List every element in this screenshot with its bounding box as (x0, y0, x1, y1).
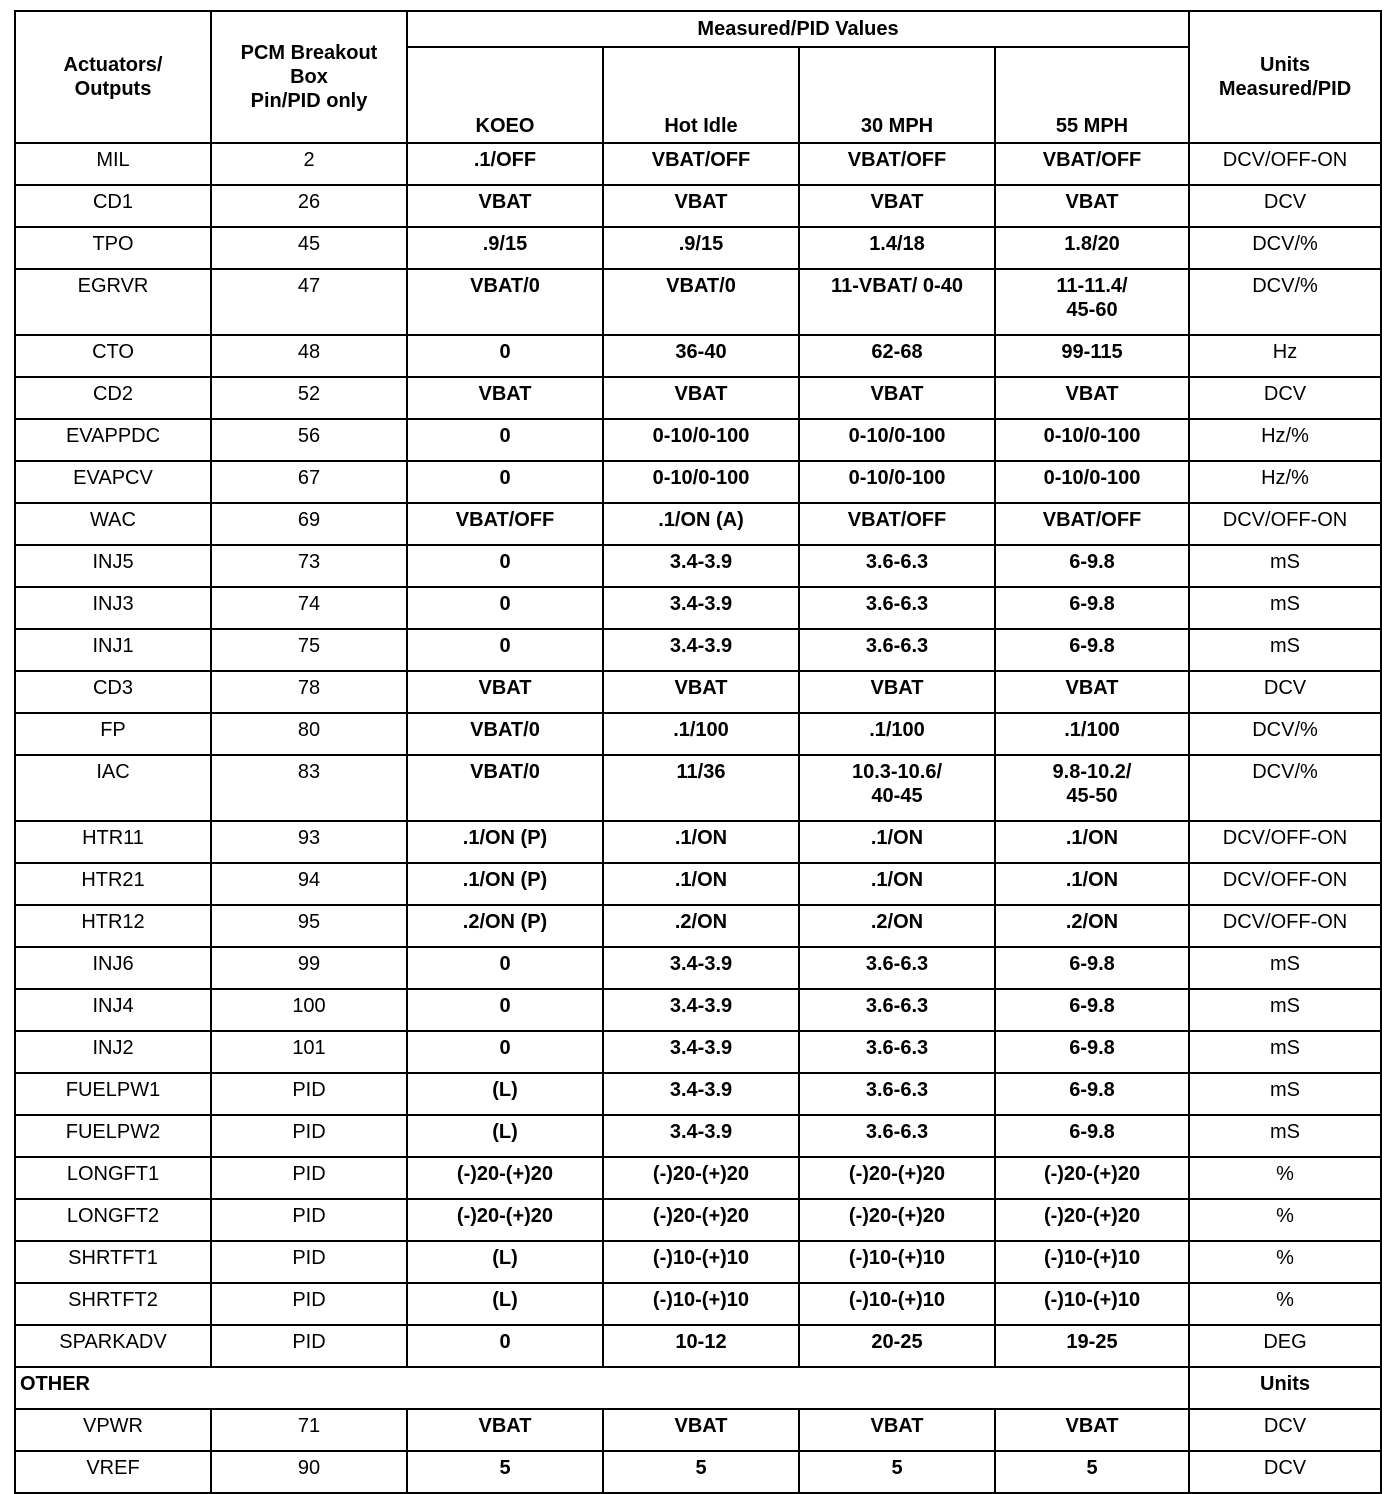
pin-number: 71 (211, 1409, 407, 1451)
units-value: mS (1189, 587, 1381, 629)
hot-idle-value: 3.4-3.9 (603, 947, 799, 989)
output-name: CD1 (15, 185, 211, 227)
koeo-value: VBAT/0 (407, 755, 603, 821)
output-name: FP (15, 713, 211, 755)
table-row (15, 1031, 1381, 1073)
units-value: mS (1189, 545, 1381, 587)
table-row (15, 1241, 1381, 1283)
hot-idle-value: .1/ON (603, 863, 799, 905)
mph55-value: 6-9.8 (995, 629, 1189, 671)
mph55-value: .1/100 (995, 713, 1189, 755)
units-value: % (1189, 1283, 1381, 1325)
mph55-value: VBAT/OFF (995, 503, 1189, 545)
koeo-value: .9/15 (407, 227, 603, 269)
mph55-value: 6-9.8 (995, 545, 1189, 587)
table-row (15, 419, 1381, 461)
mph55-value: 5 (995, 1451, 1189, 1493)
mph30-value: .1/ON (799, 821, 995, 863)
hot-idle-value: .9/15 (603, 227, 799, 269)
hot-idle-value: 3.4-3.9 (603, 587, 799, 629)
output-name: WAC (15, 503, 211, 545)
mph30-value: 1.4/18 (799, 227, 995, 269)
pin-number: 101 (211, 1031, 407, 1073)
mph55-value: VBAT (995, 671, 1189, 713)
units-value: DCV/% (1189, 713, 1381, 755)
koeo-value: (L) (407, 1115, 603, 1157)
output-name: VREF (15, 1451, 211, 1493)
output-name: HTR11 (15, 821, 211, 863)
table-row (15, 1157, 1381, 1199)
output-name: EGRVR (15, 269, 211, 335)
output-name: INJ5 (15, 545, 211, 587)
pin-number: 93 (211, 821, 407, 863)
units-value: DCV/OFF-ON (1189, 905, 1381, 947)
output-name: LONGFT1 (15, 1157, 211, 1199)
units-value: mS (1189, 989, 1381, 1031)
units-value: DCV (1189, 1451, 1381, 1493)
hot-idle-value: 3.4-3.9 (603, 989, 799, 1031)
mph30-value: VBAT (799, 377, 995, 419)
mph55-value: (-)20-(+)20 (995, 1199, 1189, 1241)
output-name: SHRTFT1 (15, 1241, 211, 1283)
hot-idle-value: VBAT/0 (603, 269, 799, 335)
koeo-value: .2/ON (P) (407, 905, 603, 947)
koeo-value: VBAT/0 (407, 713, 603, 755)
other-section (15, 1367, 1381, 1493)
table-row (15, 1325, 1381, 1367)
koeo-value: .1/ON (P) (407, 863, 603, 905)
header-hot-idle: Hot Idle (603, 47, 799, 143)
mph30-value: VBAT/OFF (799, 503, 995, 545)
hot-idle-value: (-)10-(+)10 (603, 1283, 799, 1325)
koeo-value: VBAT (407, 671, 603, 713)
mph30-value: 0-10/0-100 (799, 419, 995, 461)
koeo-value: 0 (407, 419, 603, 461)
koeo-value: (-)20-(+)20 (407, 1199, 603, 1241)
units-value: DCV (1189, 1409, 1381, 1451)
mph55-value-line: 9.8-10.2/ (1052, 761, 1132, 783)
units-value: DCV/% (1189, 227, 1381, 269)
output-name: LONGFT2 (15, 1199, 211, 1241)
output-name: INJ1 (15, 629, 211, 671)
hot-idle-value: VBAT (603, 185, 799, 227)
table-row (15, 863, 1381, 905)
units-value: DCV/OFF-ON (1189, 143, 1381, 185)
output-name: FUELPW2 (15, 1115, 211, 1157)
pin-number: PID (211, 1199, 407, 1241)
hot-idle-value: .1/100 (603, 713, 799, 755)
mph30-value: .1/100 (799, 713, 995, 755)
table-row (15, 755, 1381, 821)
pin-number: 99 (211, 947, 407, 989)
mph55-value-line: 11-11.4/ (1056, 275, 1128, 297)
table-row (15, 671, 1381, 713)
hot-idle-value: VBAT (603, 671, 799, 713)
pin-number: PID (211, 1283, 407, 1325)
koeo-value: 0 (407, 1325, 603, 1367)
table-row (15, 335, 1381, 377)
units-value: % (1189, 1241, 1381, 1283)
mph55-value: (-)10-(+)10 (995, 1241, 1189, 1283)
koeo-value: VBAT (407, 377, 603, 419)
koeo-value: 0 (407, 989, 603, 1031)
mph30-value: (-)20-(+)20 (799, 1199, 995, 1241)
output-name: INJ4 (15, 989, 211, 1031)
mph30-value: 20-25 (799, 1325, 995, 1367)
hot-idle-value: 3.4-3.9 (603, 629, 799, 671)
output-name: CD3 (15, 671, 211, 713)
units-value: mS (1189, 1115, 1381, 1157)
mph30-value: 3.6-6.3 (799, 1073, 995, 1115)
output-name: VPWR (15, 1409, 211, 1451)
hot-idle-value: .1/ON (603, 821, 799, 863)
mph55-value: 0-10/0-100 (995, 419, 1189, 461)
mph30-value: 3.6-6.3 (799, 629, 995, 671)
output-name: TPO (15, 227, 211, 269)
pin-number: 67 (211, 461, 407, 503)
mph30-value: VBAT/OFF (799, 143, 995, 185)
mph55-value: .2/ON (995, 905, 1189, 947)
output-name: INJ2 (15, 1031, 211, 1073)
mph55-value: 6-9.8 (995, 1115, 1189, 1157)
koeo-value: 0 (407, 461, 603, 503)
mph55-value: VBAT (995, 377, 1189, 419)
mph55-value: 1.8/20 (995, 227, 1189, 269)
mph30-value: 3.6-6.3 (799, 545, 995, 587)
table-row (15, 185, 1381, 227)
mph55-value: VBAT (995, 1409, 1189, 1451)
mph55-value (995, 269, 1189, 335)
pin-number: PID (211, 1157, 407, 1199)
other-units-header: Units (1189, 1367, 1381, 1409)
table-row (15, 905, 1381, 947)
koeo-value: (L) (407, 1283, 603, 1325)
output-name: IAC (15, 755, 211, 821)
hot-idle-value: (-)20-(+)20 (603, 1199, 799, 1241)
actuator-rows (15, 143, 1381, 1367)
koeo-value: (L) (407, 1241, 603, 1283)
table-row (15, 227, 1381, 269)
mph55-value: 6-9.8 (995, 1031, 1189, 1073)
pin-number: 90 (211, 1451, 407, 1493)
mph55-value-line: 45-60 (1066, 299, 1118, 321)
units-value: Hz/% (1189, 461, 1381, 503)
other-section-label: OTHER (15, 1367, 1189, 1409)
units-value: % (1189, 1199, 1381, 1241)
pin-number: PID (211, 1241, 407, 1283)
units-value: DEG (1189, 1325, 1381, 1367)
header-koeo: KOEO (407, 47, 603, 143)
actuator-outputs-table-sheet (14, 10, 1380, 1494)
mph30-value: 11-VBAT/ 0-40 (799, 269, 995, 335)
koeo-value: VBAT (407, 1409, 603, 1451)
pin-number: 47 (211, 269, 407, 335)
pin-number: 83 (211, 755, 407, 821)
pin-number: 100 (211, 989, 407, 1031)
mph55-value: VBAT (995, 185, 1189, 227)
mph30-value (799, 755, 995, 821)
units-value: DCV (1189, 185, 1381, 227)
mph30-value: (-)10-(+)10 (799, 1283, 995, 1325)
mph55-value: 19-25 (995, 1325, 1189, 1367)
table-row (15, 545, 1381, 587)
table-row (15, 1283, 1381, 1325)
pin-number: 94 (211, 863, 407, 905)
table-row (15, 269, 1381, 335)
mph30-value: 3.6-6.3 (799, 1115, 995, 1157)
pin-number: 95 (211, 905, 407, 947)
output-name: SHRTFT2 (15, 1283, 211, 1325)
header-55-mph: 55 MPH (995, 47, 1189, 143)
output-name: CTO (15, 335, 211, 377)
output-name: INJ3 (15, 587, 211, 629)
mph55-value: 6-9.8 (995, 989, 1189, 1031)
koeo-value: 0 (407, 587, 603, 629)
mph30-value-line: 40-45 (871, 785, 923, 807)
mph55-value-line: 45-50 (1066, 785, 1118, 807)
koeo-value: .1/OFF (407, 143, 603, 185)
mph55-value (995, 755, 1189, 821)
units-value: DCV (1189, 377, 1381, 419)
mph30-value: VBAT (799, 1409, 995, 1451)
mph55-value: 0-10/0-100 (995, 461, 1189, 503)
hot-idle-value: 10-12 (603, 1325, 799, 1367)
hot-idle-value: 5 (603, 1451, 799, 1493)
pin-number: 56 (211, 419, 407, 461)
table-row (15, 713, 1381, 755)
hot-idle-value: (-)20-(+)20 (603, 1157, 799, 1199)
hot-idle-value: 3.4-3.9 (603, 1073, 799, 1115)
header-pcm-breakout-pin: PCM Breakout Box Pin/PID only (211, 11, 407, 143)
koeo-value: 0 (407, 947, 603, 989)
hot-idle-value: 36-40 (603, 335, 799, 377)
output-name: INJ6 (15, 947, 211, 989)
table-row (15, 461, 1381, 503)
output-name: HTR12 (15, 905, 211, 947)
output-name: EVAPCV (15, 461, 211, 503)
mph55-value: 6-9.8 (995, 1073, 1189, 1115)
mph30-value: .1/ON (799, 863, 995, 905)
mph30-value: 3.6-6.3 (799, 989, 995, 1031)
mph30-value: 3.6-6.3 (799, 947, 995, 989)
mph30-value: .2/ON (799, 905, 995, 947)
koeo-value: 0 (407, 1031, 603, 1073)
mph55-value: (-)20-(+)20 (995, 1157, 1189, 1199)
mph55-value: .1/ON (995, 821, 1189, 863)
koeo-value: .1/ON (P) (407, 821, 603, 863)
koeo-value: 5 (407, 1451, 603, 1493)
pin-number: 48 (211, 335, 407, 377)
koeo-value: VBAT (407, 185, 603, 227)
mph55-value: 6-9.8 (995, 947, 1189, 989)
units-value: DCV (1189, 671, 1381, 713)
table-row (15, 1199, 1381, 1241)
hot-idle-value: 3.4-3.9 (603, 1115, 799, 1157)
koeo-value: VBAT/OFF (407, 503, 603, 545)
hot-idle-value: 3.4-3.9 (603, 1031, 799, 1073)
table-row (15, 1451, 1381, 1493)
table-row (15, 377, 1381, 419)
mph55-value: 6-9.8 (995, 587, 1189, 629)
units-value: Hz/% (1189, 419, 1381, 461)
output-name: EVAPPDC (15, 419, 211, 461)
units-value: mS (1189, 947, 1381, 989)
pin-number: 52 (211, 377, 407, 419)
pin-number: 75 (211, 629, 407, 671)
table-row (15, 1073, 1381, 1115)
units-value: mS (1189, 1073, 1381, 1115)
pin-number: 45 (211, 227, 407, 269)
header-measured-pid-values: Measured/PID Values (407, 11, 1189, 47)
mph30-value: 3.6-6.3 (799, 1031, 995, 1073)
pin-number: 78 (211, 671, 407, 713)
pin-number: 2 (211, 143, 407, 185)
table-row (15, 143, 1381, 185)
table-row (15, 503, 1381, 545)
units-value: Hz (1189, 335, 1381, 377)
mph30-value-line: 10.3-10.6/ (851, 761, 943, 783)
mph30-value: 0-10/0-100 (799, 461, 995, 503)
hot-idle-value: VBAT (603, 377, 799, 419)
table-row (15, 821, 1381, 863)
koeo-value: VBAT/0 (407, 269, 603, 335)
header-units-measured-pid: Units Measured/PID (1189, 11, 1381, 143)
mph55-value: (-)10-(+)10 (995, 1283, 1189, 1325)
hot-idle-value: 0-10/0-100 (603, 419, 799, 461)
pin-number: 26 (211, 185, 407, 227)
units-value: mS (1189, 1031, 1381, 1073)
pid-values-table (14, 10, 1382, 1494)
units-value: DCV/OFF-ON (1189, 863, 1381, 905)
mph55-value: .1/ON (995, 863, 1189, 905)
hot-idle-value: .1/ON (A) (603, 503, 799, 545)
output-name: HTR21 (15, 863, 211, 905)
table-row (15, 587, 1381, 629)
header-30-mph: 30 MPH (799, 47, 995, 143)
pin-number: 80 (211, 713, 407, 755)
table-row (15, 1115, 1381, 1157)
output-name: FUELPW1 (15, 1073, 211, 1115)
koeo-value: (-)20-(+)20 (407, 1157, 603, 1199)
table-row (15, 947, 1381, 989)
hot-idle-value: 3.4-3.9 (603, 545, 799, 587)
pin-number: PID (211, 1325, 407, 1367)
units-value: DCV/% (1189, 755, 1381, 821)
koeo-value: 0 (407, 335, 603, 377)
units-value: DCV/OFF-ON (1189, 821, 1381, 863)
units-value: DCV/OFF-ON (1189, 503, 1381, 545)
output-name: MIL (15, 143, 211, 185)
pin-number: 74 (211, 587, 407, 629)
hot-idle-value: .2/ON (603, 905, 799, 947)
mph30-value: (-)10-(+)10 (799, 1241, 995, 1283)
hot-idle-value: VBAT/OFF (603, 143, 799, 185)
mph30-value: 5 (799, 1451, 995, 1493)
mph55-value: 99-115 (995, 335, 1189, 377)
hot-idle-value: 0-10/0-100 (603, 461, 799, 503)
pin-number: 69 (211, 503, 407, 545)
units-value: % (1189, 1157, 1381, 1199)
pin-number: PID (211, 1073, 407, 1115)
hot-idle-value: VBAT (603, 1409, 799, 1451)
output-name: SPARKADV (15, 1325, 211, 1367)
mph55-value: VBAT/OFF (995, 143, 1189, 185)
mph30-value: VBAT (799, 185, 995, 227)
units-value: DCV/% (1189, 269, 1381, 335)
mph30-value: 3.6-6.3 (799, 587, 995, 629)
hot-idle-value: 11/36 (603, 755, 799, 821)
table-row (15, 1409, 1381, 1451)
header-actuators-outputs: Actuators/ Outputs (15, 11, 211, 143)
mph30-value: VBAT (799, 671, 995, 713)
koeo-value: (L) (407, 1073, 603, 1115)
table-row (15, 629, 1381, 671)
mph30-value: 62-68 (799, 335, 995, 377)
table-row (15, 989, 1381, 1031)
koeo-value: 0 (407, 545, 603, 587)
units-value: mS (1189, 629, 1381, 671)
hot-idle-value: (-)10-(+)10 (603, 1241, 799, 1283)
koeo-value: 0 (407, 629, 603, 671)
mph30-value: (-)20-(+)20 (799, 1157, 995, 1199)
pin-number: 73 (211, 545, 407, 587)
output-name: CD2 (15, 377, 211, 419)
pin-number: PID (211, 1115, 407, 1157)
